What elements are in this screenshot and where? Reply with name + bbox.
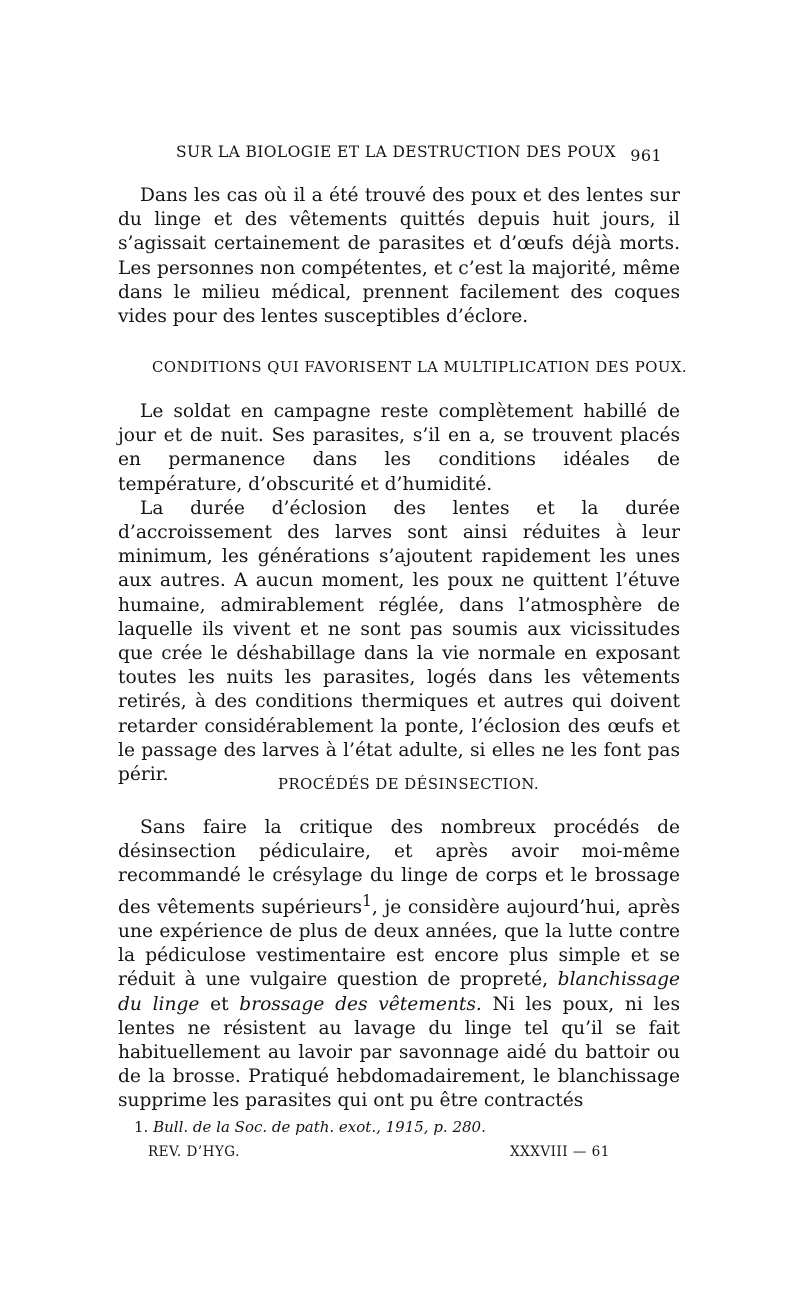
paragraph: Dans les cas où il a été trouvé des poux et des lentes sur du linge et des vêtements quittés depuis huit jours, il s’agissait certainement de parasites et d’œufs déjà morts. Les personnes non compétentes, et c’est la majorité, même dans le milieu médical, prennent facilement des coques vides pour des lentes susceptibles d’éclore.: [118, 185, 680, 328]
body-block-1: [118, 184, 680, 329]
page-number: 961: [630, 146, 662, 165]
footnote: [134, 1118, 486, 1136]
emphasis: brossage des vêtements.: [239, 993, 482, 1015]
footnote-number: 1.: [134, 1118, 149, 1136]
journal-signature: REV. D’HYG.: [148, 1144, 240, 1160]
section-heading-conditions: CONDITIONS QUI FAVORISENT LA MULTIPLICATION DES POUX.: [152, 359, 688, 376]
text-run: et: [199, 993, 240, 1015]
text-run: Sans faire la critique des nombreux procédés de désinsection pédiculaire, et après avoir moi-même recommandé le crésylage du linge de corps et le brossage des vêtements supérieurs: [118, 817, 680, 918]
text-run: Ni les poux, ni les lentes ne résistent au lavage du linge tel qu’il se fait habituellement au lavoir par savonnage aidé du battoir ou de la brosse. Pratiqué hebdomadairement, le blanchissage supprime les parasites qui ont pu être contractés: [118, 993, 680, 1112]
emphasis: blanchissage du linge: [118, 969, 680, 1015]
paragraph: [118, 816, 680, 1114]
body-block-2: [118, 400, 680, 787]
body-block-3: [118, 816, 680, 1114]
section-heading-desinsection: PROCÉDÉS DE DÉSINSECTION.: [278, 776, 540, 793]
footnote-marker: 1: [362, 891, 372, 910]
text-run: , je considère aujourd’hui, après une expérience de plus de deux années, que la lutte contre la pédiculose vestimentaire est encore plus simple et se réduit à une vulgaire question de propreté,: [118, 896, 680, 991]
footnote-text: Bull. de la Soc. de path. exot., 1915, p. 280.: [153, 1118, 486, 1136]
paragraph: Le soldat en campagne reste complètement habillé de jour et de nuit. Ses parasites, s’il en a, se trouvent placés en permanence dans les conditions idéales de température, d’obscurité et d’humidité.: [118, 401, 680, 495]
volume-signature: XXXVIII — 61: [510, 1144, 610, 1160]
paragraph: La durée d’éclosion des lentes et la durée d’accroissement des larves sont ainsi réduites à leur minimum, les générations s’ajoutent rapidement les unes aux autres. A aucun moment, les poux ne quittent l’étuve humaine, admirablement réglée, dans l’atmosphère de laquelle ils vivent et ne sont pas soumis aux vicissitudes que crée le déshabillage dans la vie normale en exposant toutes les nuits les parasites, logés dans les vêtements retirés, à des conditions thermiques et autres qui doivent retarder considérablement la ponte, l’éclosion des œufs et le passage des larves à l’état adulte, si elles ne les font pas périr.: [118, 497, 680, 786]
running-head-title: SUR LA BIOLOGIE ET LA DESTRUCTION DES POUX: [176, 143, 616, 161]
